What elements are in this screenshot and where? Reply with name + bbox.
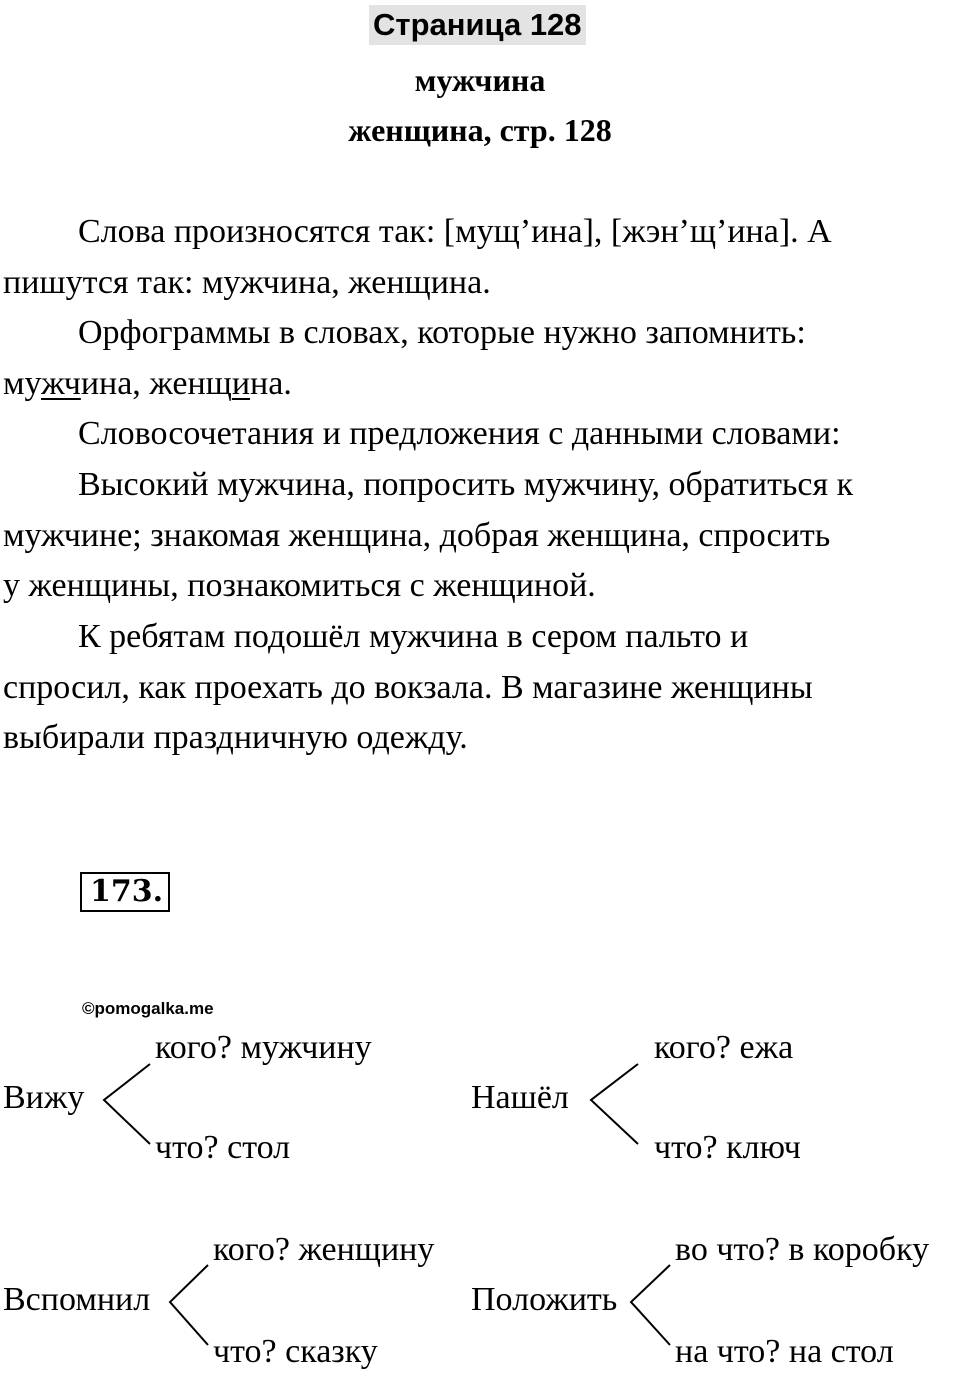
word-part: му bbox=[3, 364, 42, 402]
text-line: Словосочетания и предложения с данными словами: bbox=[78, 415, 841, 452]
scheme-lower-question: что? стол bbox=[155, 1129, 291, 1166]
scheme-verb: Вижу bbox=[3, 1079, 85, 1116]
scheme-upper-question: кого? женщину bbox=[213, 1231, 435, 1268]
text-line: мужчине; знакомая женщина, добрая женщина, спросить bbox=[3, 516, 831, 554]
text-line: у женщины, познакомиться с женщиной. bbox=[3, 567, 596, 604]
bracket-line bbox=[104, 1064, 150, 1144]
scheme-lower-question: на что? на стол bbox=[675, 1333, 894, 1370]
text-line: Орфограммы в словах, которые нужно запомнить: bbox=[78, 314, 806, 351]
text-line: Слова произносятся так: [мущ’ина], [жэн’щ’ина]. А bbox=[78, 213, 832, 250]
title-word-1: мужчина bbox=[414, 62, 546, 98]
scheme-upper-question: во что? в коробку bbox=[675, 1231, 930, 1268]
bracket-line bbox=[631, 1265, 670, 1345]
bracket-line bbox=[170, 1265, 208, 1345]
page-number-header: Страница 128 bbox=[369, 5, 586, 45]
exercise-number: 173 bbox=[90, 874, 153, 909]
word-part: женщ bbox=[149, 364, 232, 402]
scheme-verb: Вспомнил bbox=[3, 1281, 151, 1318]
scheme-verb: Положить bbox=[471, 1281, 618, 1318]
scheme-lower-question: что? ключ bbox=[654, 1129, 801, 1166]
word-part: на. bbox=[250, 364, 292, 402]
word-part: ина, bbox=[80, 364, 150, 402]
scheme-verb: Нашёл bbox=[471, 1079, 569, 1116]
scheme-upper-question: кого? ежа bbox=[654, 1029, 794, 1066]
bracket-line bbox=[591, 1064, 638, 1144]
text-line: К ребятам подошёл мужчина в сером пальто и bbox=[78, 618, 749, 655]
exercise-number-dot: . bbox=[152, 874, 164, 909]
underlined-orthogram: и bbox=[231, 364, 251, 402]
text-line: выбирали праздничную одежду. bbox=[3, 719, 468, 756]
title-word-2: женщина, стр. 128 bbox=[348, 112, 612, 148]
text-line: Высокий мужчина, попросить мужчину, обратиться к bbox=[78, 466, 854, 503]
scheme-lower-question: что? сказку bbox=[213, 1333, 378, 1370]
text-line: спросил, как проехать до вокзала. В магазине женщины bbox=[3, 668, 813, 706]
watermark: ©pomogalka.me bbox=[82, 999, 214, 1018]
underlined-orthogram: жч bbox=[41, 364, 81, 402]
scheme-upper-question: кого? мужчину bbox=[155, 1029, 372, 1066]
text-line: пишутся так: мужчина, женщина. bbox=[3, 263, 491, 301]
